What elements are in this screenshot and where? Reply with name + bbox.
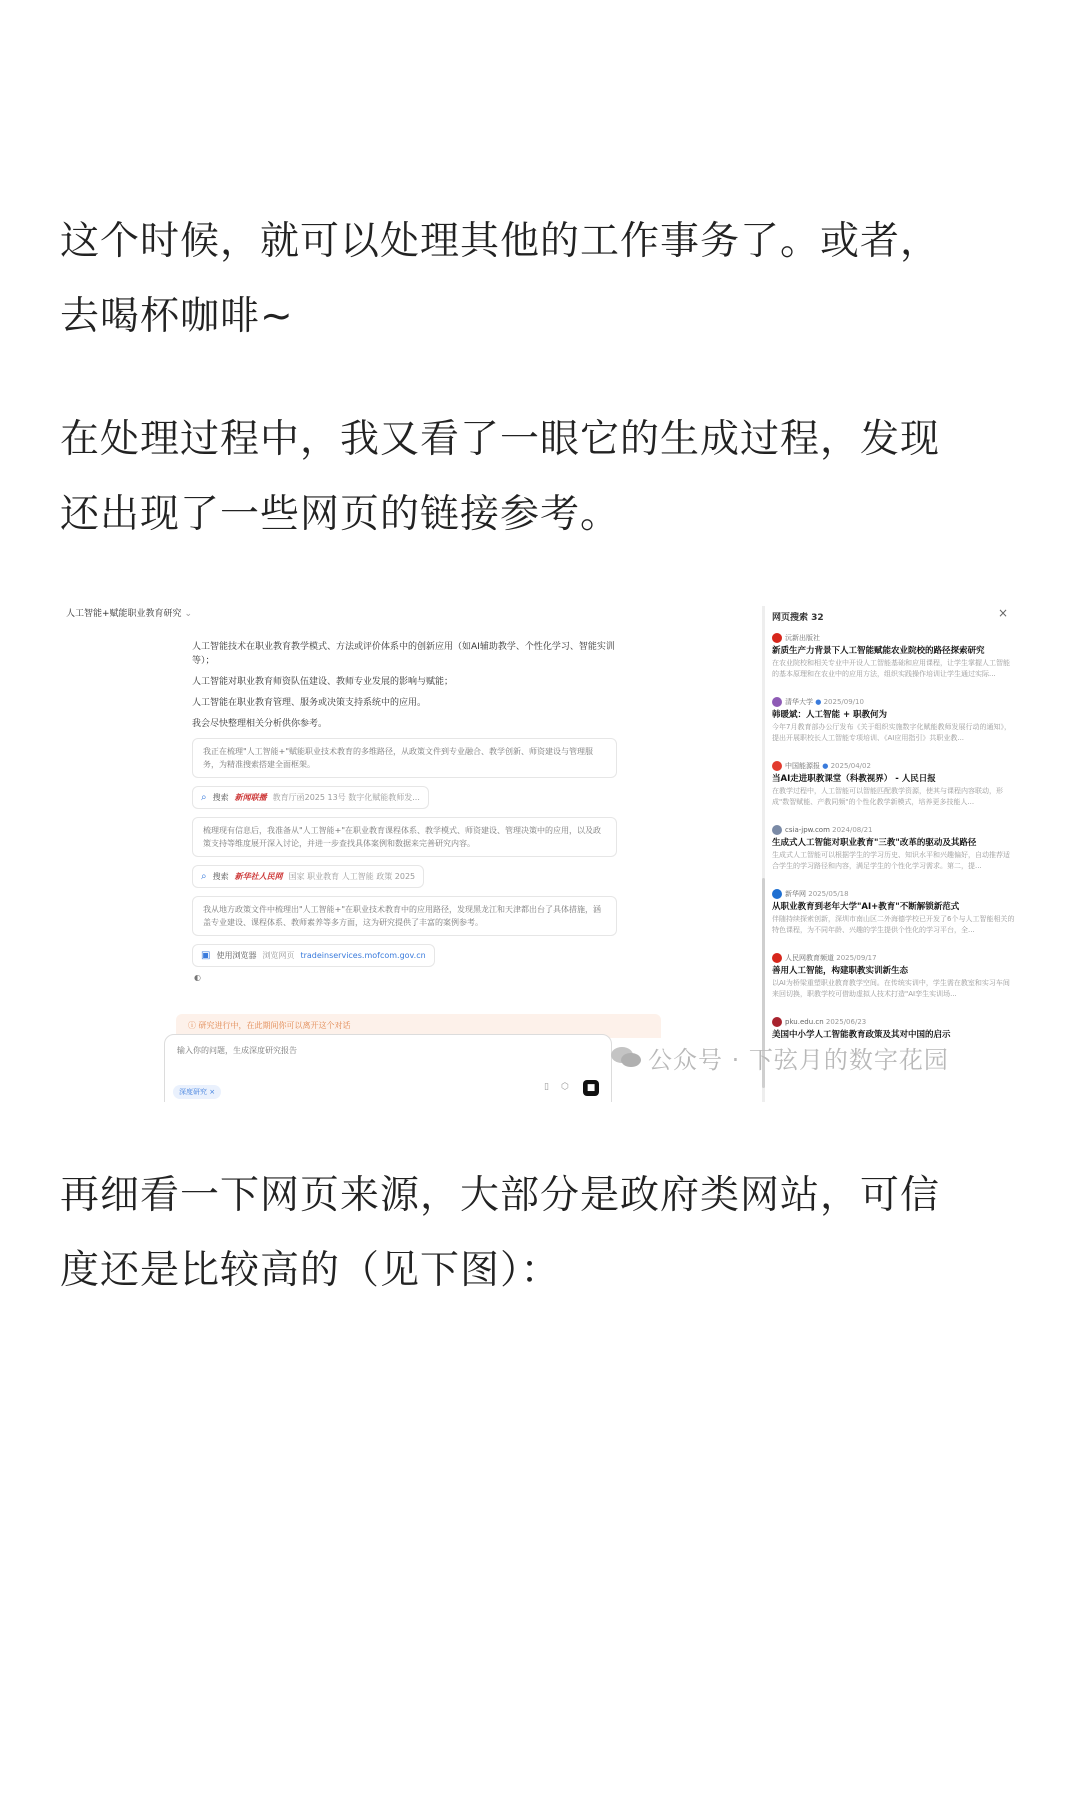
chevron-down-icon[interactable]: ⌄: [184, 609, 193, 619]
source-logo-icon: [772, 697, 782, 707]
search-result[interactable]: [772, 632, 1016, 680]
search-icon: ⌕: [201, 871, 207, 882]
result-title[interactable]: 当AI走进职教课堂（科教视界） - 人民日报: [772, 774, 936, 784]
loading-indicator-icon: ◐: [194, 973, 201, 982]
step-label: 搜索: [212, 793, 229, 802]
chat-input[interactable]: [175, 1045, 479, 1056]
search-result[interactable]: [772, 888, 1016, 936]
verified-icon: ●: [822, 762, 829, 770]
message-line: 人工智能在职业教育管理、服务或决策支持系统中的应用。: [192, 698, 427, 708]
result-snippet: 在教学过程中，人工智能可以智能匹配教学资源，使其与课程内容联动，形成"数智赋能、产教同频"的个性化教学新模式，培养更多技能人...: [772, 787, 1003, 806]
result-source: 中国能源报 ● 2025/04/02: [772, 760, 1016, 772]
step-label: 搜索: [212, 872, 229, 881]
watermark: 公众号 · 下弦月的数字花园: [648, 1046, 949, 1074]
source-logo-icon: [772, 953, 782, 963]
paragraph-line: 这个时候，就可以处理其他的工作事务了。或者，: [60, 219, 941, 264]
search-query: 国家 职业教育 人工智能 政策 2025: [288, 872, 416, 881]
thought-block: 我从地方政策文件中梳理出"人工智能+"在职业技术教育中的应用路径，发现黑龙江和天津都出台了具体措施，涵盖专业建设、课程体系、教师素养等多方面，这为研究提供了丰富的案例参考。: [192, 896, 617, 936]
message-line: 我会尽快整理相关分析供你参考。: [192, 719, 328, 729]
result-snippet: 生成式人工智能可以根据学生的学习历史、知识水平和兴趣偏好，自动推荐适合学生的学习路径和内容，满足学生的个性化学习需求。第二，提...: [772, 851, 1010, 870]
browse-label: 浏览网页: [262, 951, 295, 960]
source-logo-icon: [772, 825, 782, 835]
message-line: 人工智能技术在职业教育教学模式、方法或评价体系中的创新应用（如AI辅助教学、个性化学习、智能实训等）；: [192, 642, 615, 666]
result-title[interactable]: 生成式人工智能对职业教育"三教"改革的驱动及其路径: [772, 838, 977, 848]
result-source: 人民网教育频道 2025/09/17: [772, 952, 1016, 964]
source-logo-icon: [772, 633, 782, 643]
result-source: 沅新出版社: [772, 632, 1016, 644]
search-result[interactable]: [772, 1016, 1016, 1042]
source-logos: 新华社人民网: [234, 872, 283, 881]
result-snippet: 伴随持续探索创新，深圳市南山区二外海德学校已开发了6个与人工智能相关的特色课程，为不同年龄、兴趣的学生提供个性化的学习平台，全...: [772, 915, 1015, 934]
search-query: 教育厅函2025 13号 数字化赋能教师发...: [272, 793, 420, 802]
info-icon: ⓘ: [188, 1021, 196, 1030]
paragraph-line: 去喝杯咖啡~: [60, 294, 294, 339]
result-title[interactable]: 美国中小学人工智能教育政策及其对中国的启示: [772, 1030, 951, 1040]
send-button[interactable]: ■: [583, 1080, 599, 1096]
result-snippet: 在农业院校和相关专业中开设人工智能基础和应用课程，让学生掌握人工智能的基本原理和在农业中的应用方法，组织实践操作培训让学生通过实际...: [772, 659, 1010, 678]
step-label: 使用浏览器: [216, 951, 257, 960]
search-result[interactable]: [772, 760, 1016, 808]
result-title[interactable]: 从职业教育到老年大学"AI+教育"不断解锁新范式: [772, 902, 960, 912]
paragraph-3: [60, 1158, 1030, 1308]
thought-block: 梳理现有信息后，我准备从"人工智能+"在职业教育课程体系、教学模式、师资建设、管理决策中的应用，以及政策支持等维度展开深入讨论，并进一步查找具体案例和数据来完善研究内容。: [192, 817, 617, 857]
browser-step[interactable]: [192, 944, 435, 967]
chat-input-box[interactable]: [164, 1034, 612, 1102]
wechat-icon: [610, 1046, 642, 1068]
search-result[interactable]: [772, 696, 1016, 744]
cube-icon[interactable]: ⬡: [561, 1082, 569, 1092]
result-snippet: 以AI为桥梁重塑职业教育教学空间。在传统实训中，学生需在教室和实习车间来回切换，职教学校可借助虚拟人技术打造"AI孪生实训场...: [772, 979, 1010, 998]
result-title[interactable]: 韩暖斌：人工智能 + 职教何为: [772, 710, 888, 720]
search-result[interactable]: [772, 952, 1016, 1000]
paragraph-2: [60, 402, 1030, 552]
result-source: 清华大学 ● 2025/09/10: [772, 696, 1016, 708]
result-title[interactable]: 新质生产力背景下人工智能赋能农业院校的路径探索研究: [772, 646, 985, 656]
panel-title: 网页搜索 32: [772, 613, 824, 623]
doc-title-text: 人工智能+赋能职业教育研究: [66, 609, 182, 619]
attach-icon[interactable]: ▯: [544, 1082, 549, 1092]
search-result[interactable]: [772, 824, 1016, 872]
doc-title[interactable]: [66, 606, 192, 619]
paragraph-line: 在处理过程中，我又看了一眼它的生成过程，发现: [60, 417, 941, 462]
result-snippet: 今年7月教育部办公厅发布《关于组织实施数字化赋能教师发展行动的通知》，提出开展职校长人工智能专项培训、《AI应用指引》共职业教...: [772, 723, 1011, 742]
paragraph-1: [60, 204, 1030, 354]
result-title[interactable]: 善用人工智能，构建职教实训新生态: [772, 966, 909, 976]
search-icon: ⌕: [201, 792, 207, 803]
web-search-panel: [772, 596, 1020, 1102]
paragraph-line: 再细看一下网页来源，大部分是政府类网站，可信: [60, 1173, 941, 1218]
chat-thread: [192, 640, 617, 982]
embedded-screenshot: [60, 596, 1020, 1102]
source-logos: 新闻联播: [234, 793, 267, 802]
result-source: pku.edu.cn 2025/06/23: [772, 1016, 1016, 1028]
deep-research-chip[interactable]: 深度研究 ×: [173, 1085, 221, 1099]
browser-icon: ▣: [201, 950, 211, 961]
browse-link[interactable]: tradeinservices.mofcom.gov.cn: [300, 951, 426, 960]
source-logo-icon: [772, 761, 782, 771]
paragraph-line: 度还是比较高的（见下图）：: [60, 1248, 561, 1293]
close-icon[interactable]: ×: [997, 606, 1008, 620]
source-logo-icon: [772, 889, 782, 899]
result-source: 新华网 2025/05/18: [772, 888, 1016, 900]
message-line: 人工智能对职业教育师资队伍建设、教师专业发展的影响与赋能；: [192, 677, 454, 687]
search-step[interactable]: [192, 865, 424, 888]
thought-block: 我正在梳理"人工智能+"赋能职业技术教育的多维路径，从政策文件到专业融合、教学创新、师资建设与管理服务，为精准搜索搭建全面框架。: [192, 738, 617, 778]
source-logo-icon: [772, 1017, 782, 1027]
paragraph-line: 还出现了一些网页的链接参考。: [60, 492, 621, 537]
status-banner-text: 研究进行中，在此期间你可以离开这个对话: [198, 1021, 351, 1030]
search-step[interactable]: [192, 786, 429, 809]
verified-icon: ●: [815, 698, 822, 706]
result-source: csia-jpw.com 2024/08/21: [772, 824, 1016, 836]
